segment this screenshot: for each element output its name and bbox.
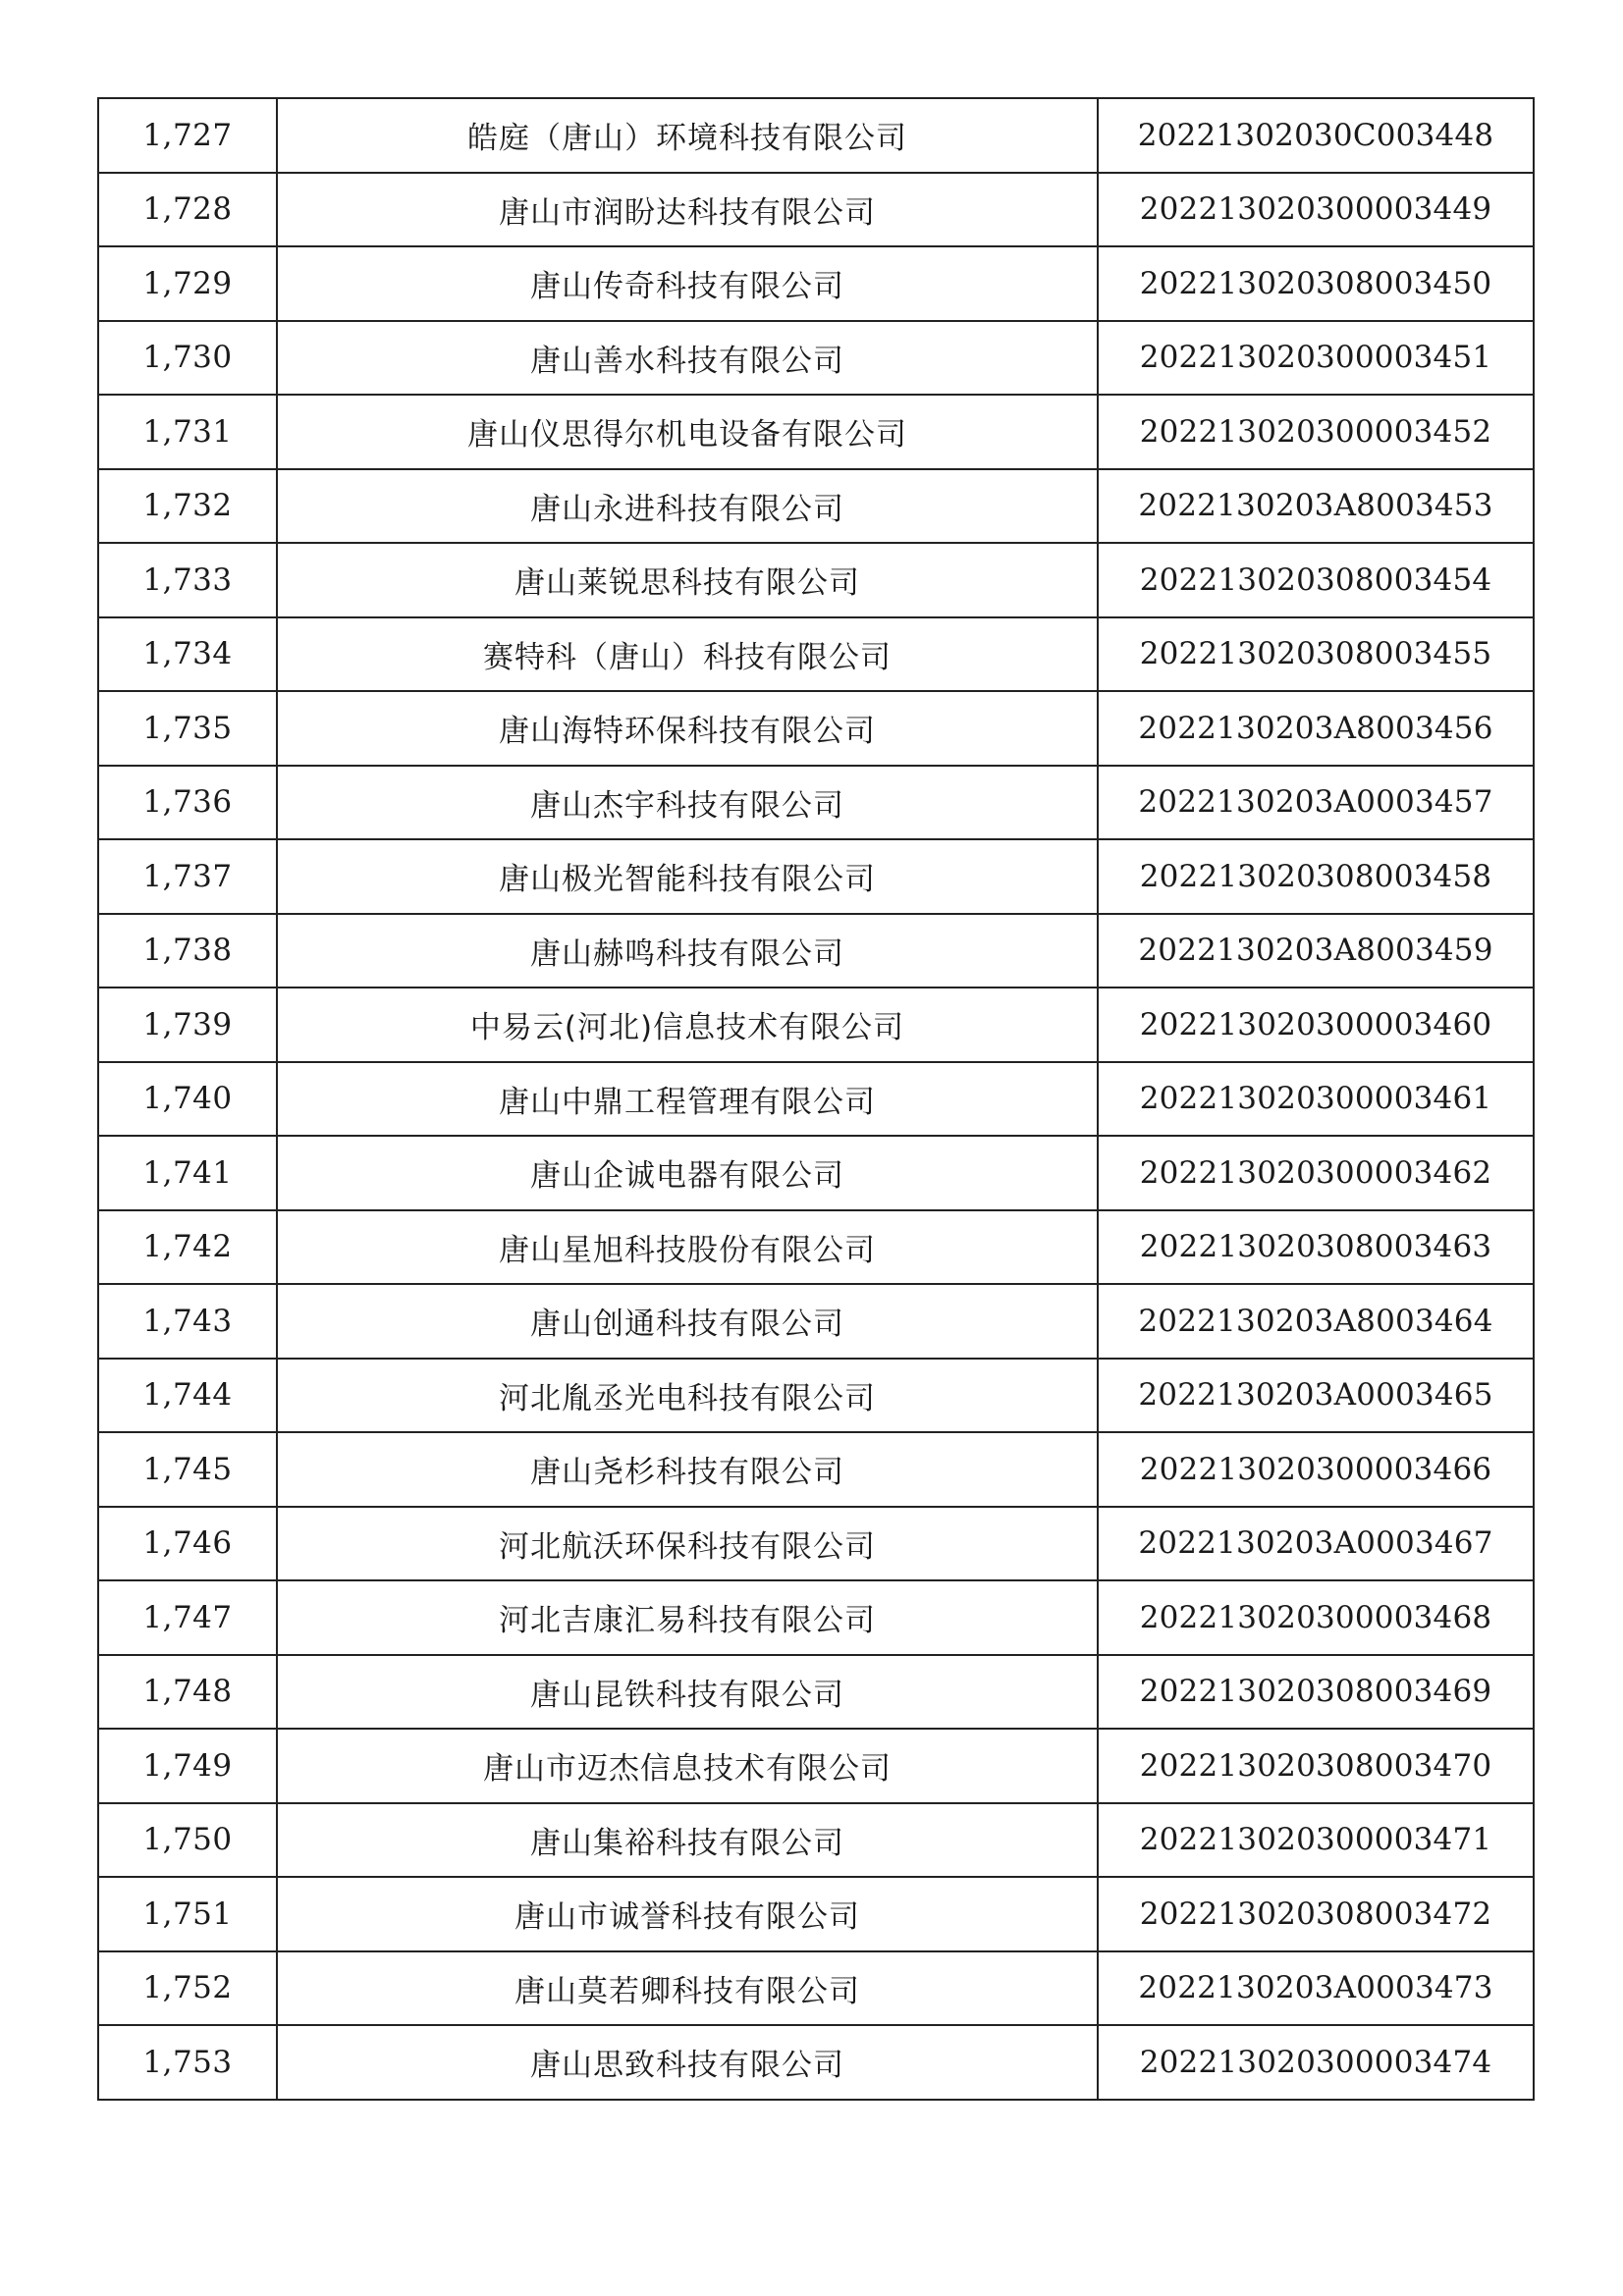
row-number-cell: 1,733 <box>98 543 277 617</box>
registration-code-cell: 202213020308003458 <box>1098 839 1534 914</box>
table-row <box>98 1136 1534 1210</box>
company-name-cell: 唐山市润盼达科技有限公司 <box>277 173 1098 247</box>
registration-code-cell: 2022130203A8003464 <box>1098 1284 1534 1359</box>
company-name-cell: 唐山企诚电器有限公司 <box>277 1136 1098 1210</box>
row-number-cell: 1,730 <box>98 321 277 396</box>
registration-code-cell: 202213020308003472 <box>1098 1877 1534 1951</box>
table-row <box>98 1432 1534 1507</box>
table-row <box>98 543 1534 617</box>
company-name-cell: 唐山海特环保科技有限公司 <box>277 691 1098 766</box>
registration-code-cell: 20221302030C003448 <box>1098 98 1534 173</box>
company-name-cell: 唐山善水科技有限公司 <box>277 321 1098 396</box>
row-number-cell: 1,729 <box>98 246 277 321</box>
registration-code-cell: 202213020300003468 <box>1098 1580 1534 1655</box>
registration-code-cell: 2022130203A8003459 <box>1098 914 1534 988</box>
row-number-cell: 1,745 <box>98 1432 277 1507</box>
table-body <box>98 98 1534 2100</box>
company-name-cell: 唐山永进科技有限公司 <box>277 469 1098 544</box>
table-row <box>98 1951 1534 2026</box>
registration-code-cell: 2022130203A0003465 <box>1098 1359 1534 1433</box>
row-number-cell: 1,738 <box>98 914 277 988</box>
table-row <box>98 1877 1534 1951</box>
table-row <box>98 1729 1534 1803</box>
table-row <box>98 2025 1534 2100</box>
row-number-cell: 1,735 <box>98 691 277 766</box>
row-number-cell: 1,728 <box>98 173 277 247</box>
registration-code-cell: 2022130203A0003467 <box>1098 1507 1534 1581</box>
registration-code-cell: 202213020308003454 <box>1098 543 1534 617</box>
registration-code-cell: 2022130203A8003456 <box>1098 691 1534 766</box>
registration-code-cell: 202213020300003471 <box>1098 1803 1534 1878</box>
company-name-cell: 河北吉康汇易科技有限公司 <box>277 1580 1098 1655</box>
company-name-cell: 唐山传奇科技有限公司 <box>277 246 1098 321</box>
company-name-cell: 唐山市诚誉科技有限公司 <box>277 1877 1098 1951</box>
company-name-cell: 唐山昆铁科技有限公司 <box>277 1655 1098 1730</box>
table-row <box>98 1284 1534 1359</box>
table-row <box>98 1210 1534 1285</box>
registration-code-cell: 202213020300003461 <box>1098 1062 1534 1137</box>
row-number-cell: 1,753 <box>98 2025 277 2100</box>
company-name-cell: 唐山尧杉科技有限公司 <box>277 1432 1098 1507</box>
registration-code-cell: 202213020308003450 <box>1098 246 1534 321</box>
table-row <box>98 1062 1534 1137</box>
table-row <box>98 1655 1534 1730</box>
table-row <box>98 246 1534 321</box>
row-number-cell: 1,752 <box>98 1951 277 2026</box>
registration-code-cell: 2022130203A0003457 <box>1098 766 1534 840</box>
registration-code-cell: 202213020300003460 <box>1098 988 1534 1062</box>
table-row <box>98 839 1534 914</box>
table-row <box>98 691 1534 766</box>
table-row <box>98 766 1534 840</box>
registration-code-cell: 202213020300003452 <box>1098 395 1534 469</box>
row-number-cell: 1,731 <box>98 395 277 469</box>
row-number-cell: 1,751 <box>98 1877 277 1951</box>
registration-code-cell: 2022130203A8003453 <box>1098 469 1534 544</box>
table-row <box>98 469 1534 544</box>
row-number-cell: 1,746 <box>98 1507 277 1581</box>
table-row <box>98 1507 1534 1581</box>
row-number-cell: 1,748 <box>98 1655 277 1730</box>
registration-code-cell: 2022130203A0003473 <box>1098 1951 1534 2026</box>
company-name-cell: 唐山思致科技有限公司 <box>277 2025 1098 2100</box>
table-row <box>98 321 1534 396</box>
row-number-cell: 1,750 <box>98 1803 277 1878</box>
row-number-cell: 1,734 <box>98 617 277 692</box>
row-number-cell: 1,741 <box>98 1136 277 1210</box>
registration-code-cell: 202213020300003474 <box>1098 2025 1534 2100</box>
row-number-cell: 1,747 <box>98 1580 277 1655</box>
company-name-cell: 赛特科（唐山）科技有限公司 <box>277 617 1098 692</box>
company-name-cell: 唐山创通科技有限公司 <box>277 1284 1098 1359</box>
table-row <box>98 395 1534 469</box>
company-name-cell: 皓庭（唐山）环境科技有限公司 <box>277 98 1098 173</box>
table-row <box>98 173 1534 247</box>
table-row <box>98 617 1534 692</box>
company-name-cell: 唐山集裕科技有限公司 <box>277 1803 1098 1878</box>
company-name-cell: 中易云(河北)信息技术有限公司 <box>277 988 1098 1062</box>
row-number-cell: 1,744 <box>98 1359 277 1433</box>
row-number-cell: 1,739 <box>98 988 277 1062</box>
company-name-cell: 唐山市迈杰信息技术有限公司 <box>277 1729 1098 1803</box>
table-row <box>98 988 1534 1062</box>
company-list-table <box>97 97 1535 2101</box>
table-row <box>98 98 1534 173</box>
company-name-cell: 唐山莫若卿科技有限公司 <box>277 1951 1098 2026</box>
company-name-cell: 河北胤丞光电科技有限公司 <box>277 1359 1098 1433</box>
company-list-table-wrapper <box>97 97 1533 2101</box>
registration-code-cell: 202213020308003455 <box>1098 617 1534 692</box>
registration-code-cell: 202213020300003449 <box>1098 173 1534 247</box>
company-name-cell: 唐山极光智能科技有限公司 <box>277 839 1098 914</box>
row-number-cell: 1,737 <box>98 839 277 914</box>
company-name-cell: 唐山星旭科技股份有限公司 <box>277 1210 1098 1285</box>
row-number-cell: 1,742 <box>98 1210 277 1285</box>
row-number-cell: 1,749 <box>98 1729 277 1803</box>
row-number-cell: 1,743 <box>98 1284 277 1359</box>
row-number-cell: 1,736 <box>98 766 277 840</box>
registration-code-cell: 202213020300003466 <box>1098 1432 1534 1507</box>
company-name-cell: 河北航沃环保科技有限公司 <box>277 1507 1098 1581</box>
company-name-cell: 唐山赫鸣科技有限公司 <box>277 914 1098 988</box>
table-row <box>98 1580 1534 1655</box>
registration-code-cell: 202213020308003470 <box>1098 1729 1534 1803</box>
row-number-cell: 1,732 <box>98 469 277 544</box>
table-row <box>98 1359 1534 1433</box>
company-name-cell: 唐山莱锐思科技有限公司 <box>277 543 1098 617</box>
registration-code-cell: 202213020300003462 <box>1098 1136 1534 1210</box>
table-row <box>98 914 1534 988</box>
row-number-cell: 1,727 <box>98 98 277 173</box>
company-name-cell: 唐山杰宇科技有限公司 <box>277 766 1098 840</box>
row-number-cell: 1,740 <box>98 1062 277 1137</box>
registration-code-cell: 202213020300003451 <box>1098 321 1534 396</box>
table-row <box>98 1803 1534 1878</box>
registration-code-cell: 202213020308003463 <box>1098 1210 1534 1285</box>
company-name-cell: 唐山中鼎工程管理有限公司 <box>277 1062 1098 1137</box>
company-name-cell: 唐山仪思得尔机电设备有限公司 <box>277 395 1098 469</box>
registration-code-cell: 202213020308003469 <box>1098 1655 1534 1730</box>
